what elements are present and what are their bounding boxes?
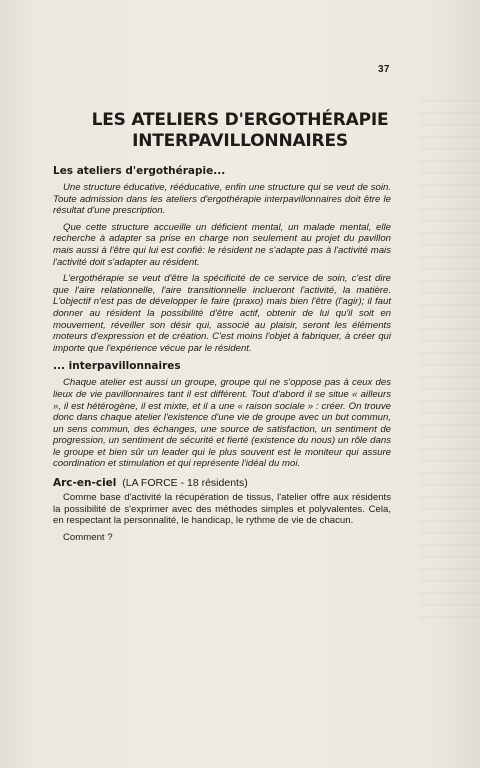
paragraph: L'ergothérapie se veut d'être la spécificité de ce service de soin, c'est dire que l'aire relationnelle, l'aire transitionnelle inclueront l'activité, la matière. L'objectif n'est pas de développer le faire (praxo) mais bien l'être (l'agir); il faut donner au résident la possibilité d'être actif, obtenir de lui qu'il soit en mouvement, réveiller son désir qui, associé au plaisir, seront les éléments moteurs d'expression et de création. C'est moins l'objet à fabriquer, à créer qui importe que l'expérience vécue par le résident.: [53, 273, 391, 354]
question-text: Comment ?: [63, 531, 113, 543]
atelier-heading: [53, 476, 391, 490]
paragraph: Chaque atelier est aussi un groupe, groupe qui ne s'oppose pas à ceux des lieux de vie pavillonnaires tant il est différent. Tout d'abord il se situe « ailleurs », il est hétérogène, il est mixte, et il a une « raison sociale » : créer. On trouve donc dans chaque atelier l'existence d'une vie de groupe avec un but commun, un sens commun, des échanges, une source de satisfaction, un sentiment de progression, un sentiment de sécurité et fierté (existence du nous) un rôle dans le groupe et bien sûr un leader qui le plus souvent est le moniteur qui assure coordination et stimulation et qui représente l'idéal du moi.: [53, 377, 391, 470]
title-line-2: INTERPAVILLONNAIRES: [132, 131, 348, 151]
paragraph: Comme base d'activité la récupération de tissus, l'atelier offre aux résidents la possibilité de s'exprimer avec des méthodes simples et polyvalentes. Cela, en respectant la personnalité, le handicap, le rythme de vie de chacun.: [53, 492, 391, 527]
title-line-1: LES ATELIERS D'ERGOTHÉRAPIE: [91, 110, 389, 130]
atelier-name: Arc-en-ciel: [53, 477, 117, 490]
article-body: [53, 164, 391, 543]
page-number: 37: [378, 64, 390, 75]
page-title: [60, 110, 420, 152]
section-heading-interpavillonnaires: ... interpavillonnaires: [53, 360, 181, 373]
paragraph: Une structure éducative, rééducative, enfin une structure qui se veut de soin. Toute admission dans les ateliers d'ergothérapie interpavillonnaires doit être le résultat d'une prescription.: [53, 182, 391, 217]
atelier-info: (LA FORCE - 18 résidents): [122, 477, 248, 490]
paragraph: Que cette structure accueille un déficient mental, un malade mental, elle recherche à adapter sa prise en charge non seulement au projet du pavillon mais aussi à l'être qui lui est confié: le résident ne s'adapte pas à l'activité mais l'activité doit s'adapter au résident.: [53, 221, 391, 268]
section-heading-ateliers: Les ateliers d'ergothérapie...: [53, 165, 226, 177]
show-through-texture: [420, 100, 480, 620]
